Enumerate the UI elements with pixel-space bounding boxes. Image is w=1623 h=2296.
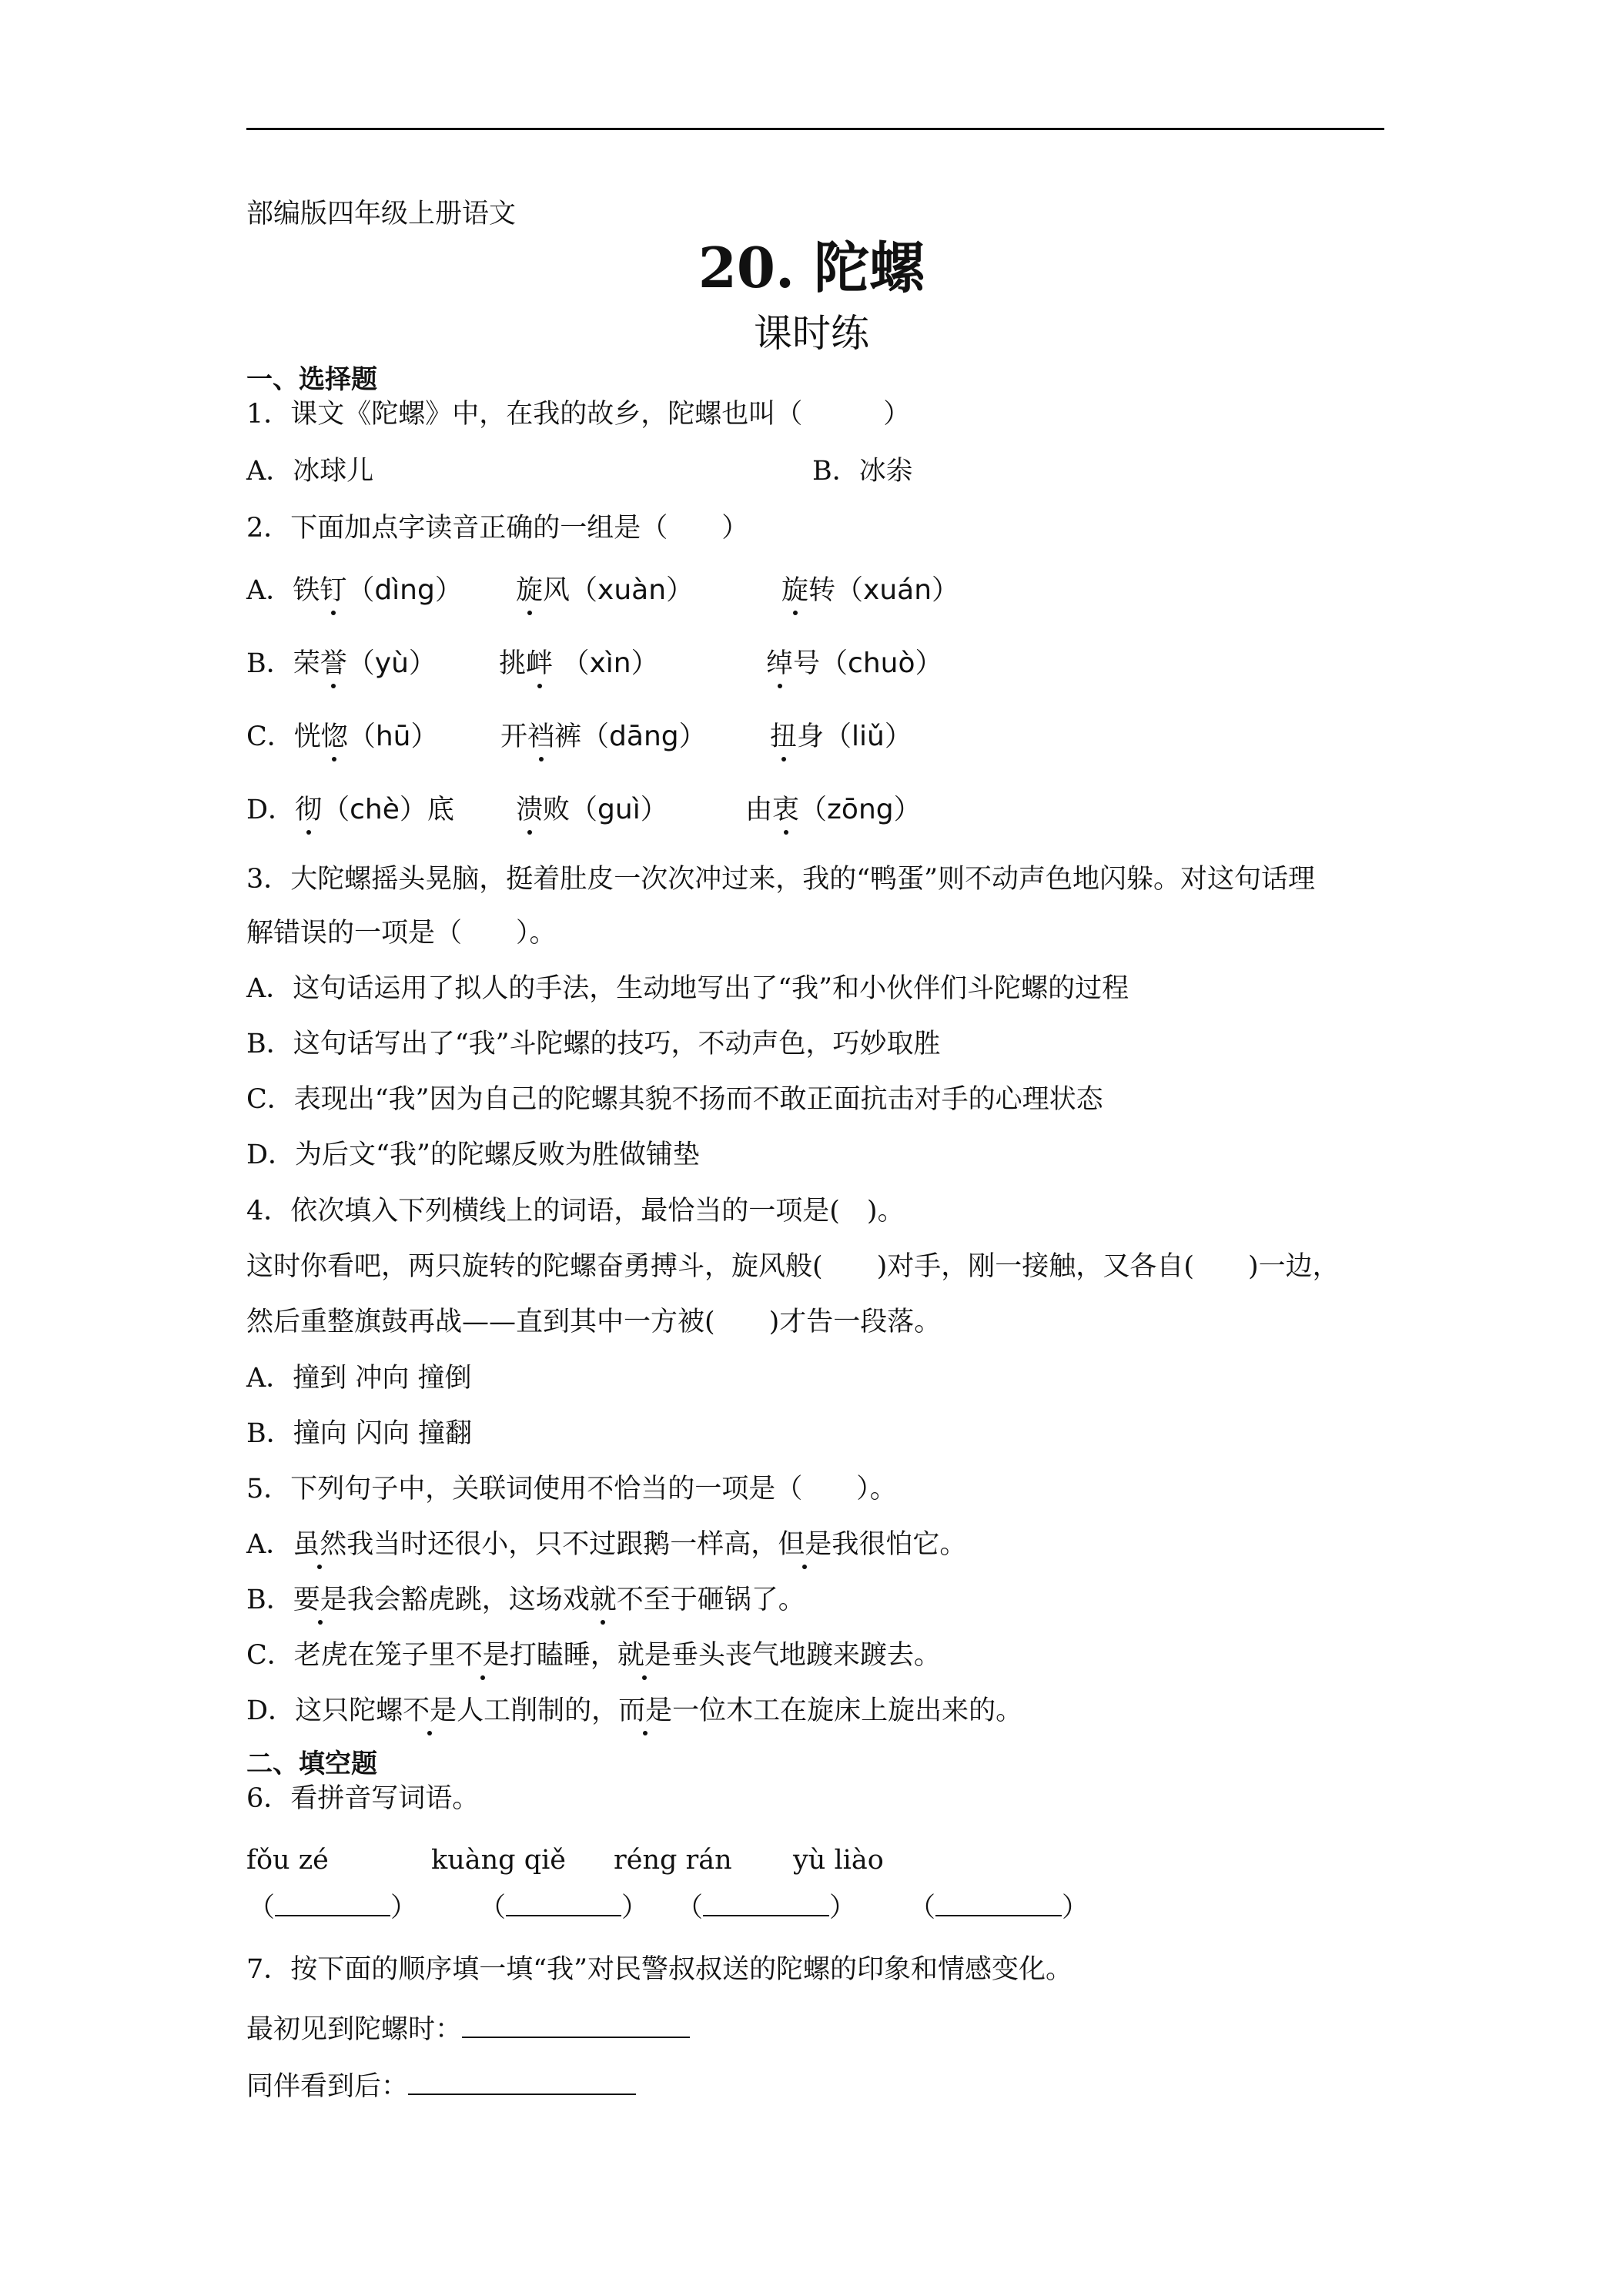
q2-option-a-word2: 旋风（xuàn） (516, 574, 694, 606)
option-label: B． (246, 1585, 293, 1615)
q2-option-d-word2: 溃败（guì） (516, 794, 668, 825)
q2-option-b-word3: 绰号（chuò） (766, 648, 943, 679)
q2-option-a-word3: 旋转（xuán） (781, 574, 960, 606)
q3-option-d: D．为后文“我”的陀螺反败为胜做铺垫 (246, 1140, 700, 1170)
q5-option-a: A．虽然我当时还很小，只不过跟鹅一样高，但是我很怕它。 (246, 1529, 967, 1560)
q7-line-first-seen: 最初见到陀螺时： (246, 2013, 690, 2047)
q6-answer-box-4[interactable]: （ ） (909, 1893, 1089, 1923)
option-label: A． (246, 1529, 293, 1560)
q5-stem: 5．下列句子中，关联词使用不恰当的一项是（ ）。 (246, 1474, 897, 1504)
q2-option-b: B．荣誉（yù） (246, 648, 437, 679)
pinyin: （dìng） (346, 574, 463, 606)
q2-stem: 2．下面加点字读音正确的一组是（ ） (246, 513, 749, 544)
answer-blank[interactable] (408, 2070, 636, 2095)
dotted-char: 裆 (527, 721, 555, 752)
pinyin: （xuàn） (570, 574, 694, 606)
q1-option-b: B．冰尜 (812, 456, 913, 487)
q4-stem: 4．依次填入下列横线上的词语，最恰当的一项是( )。 (246, 1196, 905, 1227)
page-subtitle: 课时练 (754, 311, 869, 356)
dotted-char: 衅 (526, 648, 554, 679)
section-heading-fill: 二、填空题 (246, 1749, 377, 1779)
answer-blank[interactable] (703, 1892, 829, 1916)
q6-stem: 6．看拼音写词语。 (246, 1783, 480, 1814)
answer-blank[interactable] (462, 2013, 690, 2038)
q3-option-a: A．这句话运用了拟人的手法，生动地写出了“我”和小伙伴们斗陀螺的过程 (246, 973, 1129, 1004)
q6-answer-box-2[interactable]: （ ） (479, 1893, 649, 1923)
section-heading-choice: 一、选择题 (246, 364, 377, 395)
option-label: C． (246, 721, 294, 752)
q6-pinyin-4: yù liào (793, 1845, 884, 1876)
dotted-char: 溃 (516, 795, 544, 825)
q1-stem: 1．课文《陀螺》中，在我的故乡，陀螺也叫（ ） (246, 399, 911, 430)
q2-option-c-word2: 开裆裤（dāng） (500, 721, 707, 752)
option-label: C． (246, 1640, 294, 1671)
dotted-word: 要是 (293, 1585, 347, 1615)
q2-option-c-word3: 扭身（liǔ） (770, 721, 912, 752)
q2-option-c: C．恍惚（hū） (246, 721, 439, 752)
dotted-char: 旋 (781, 575, 809, 606)
q3-stem-line1: 3．大陀螺摇头晃脑，挺着肚皮一次次冲过来，我的“鸭蛋”则不动声色地闪躲。对这句话理 (246, 864, 1316, 895)
pinyin: （zōng） (799, 794, 922, 825)
answer-blank[interactable] (275, 1892, 390, 1916)
pinyin: （yù） (346, 648, 437, 679)
q6-answer-box-1[interactable]: （ ） (248, 1893, 418, 1923)
option-label: D． (246, 795, 296, 825)
q5-option-b: B．要是我会豁虎跳，这场戏就不至于砸锅了。 (246, 1585, 805, 1615)
q7-line-after-peers: 同伴看到后： (246, 2070, 636, 2104)
pinyin: （xìn） (553, 648, 659, 679)
series-label: 部编版四年级上册语文 (246, 199, 517, 229)
q2-option-d-word3: 由衷（zōng） (745, 794, 922, 825)
q4-passage-line2: 然后重整旗鼓再战——直到其中一方被( )才告一段落。 (246, 1307, 942, 1337)
page-title: 20. 陀螺 (698, 235, 925, 300)
header-rule (246, 128, 1384, 130)
q2-option-d: D．彻（chè）底 (246, 794, 454, 825)
dotted-word: 不是 (455, 1640, 510, 1671)
q4-passage-line1: 这时你看吧，两只旋转的陀螺奋勇搏斗，旋风般( )对手，刚一接触，又各自( )一边， (246, 1251, 1340, 1282)
option-label: B． (246, 648, 293, 679)
q4-option-a: A．撞到 冲向 撞倒 (246, 1363, 472, 1394)
option-label: A． (246, 575, 293, 606)
dotted-char: 旋 (516, 575, 544, 606)
q1-option-a: A．冰球儿 (246, 456, 374, 487)
q6-pinyin-3: réng rán (614, 1845, 732, 1876)
answer-blank[interactable] (506, 1892, 621, 1916)
dotted-char: 惚 (320, 721, 348, 752)
dotted-char: 扭 (770, 721, 798, 752)
dotted-word: 就 (589, 1585, 617, 1615)
q2-option-a: A．铁钉（dìng） (246, 574, 463, 606)
dotted-char: 绰 (766, 648, 794, 679)
q3-option-c: C．表现出“我”因为自己的陀螺其貌不扬而不敢正面抗击对手的心理状态 (246, 1084, 1103, 1115)
q3-stem-line2: 解错误的一项是（ ）。 (246, 918, 557, 949)
pinyin: （chè） (322, 794, 427, 825)
pinyin: （liǔ） (824, 721, 912, 752)
q6-pinyin-1: fǒu zé (246, 1845, 329, 1876)
dotted-word: 就是 (617, 1640, 671, 1671)
q6-answer-box-3[interactable]: （ ） (676, 1893, 857, 1923)
dotted-char: 钉 (320, 575, 347, 606)
dotted-word: 不是 (403, 1695, 457, 1726)
dotted-char: 衷 (772, 795, 800, 825)
q2-option-b-word2: 挑衅 （xìn） (499, 648, 659, 679)
q5-option-c: C．老虎在笼子里不是打瞌睡，就是垂头丧气地踱来踱去。 (246, 1640, 941, 1671)
pinyin: （xuán） (835, 574, 960, 606)
dotted-word: 虽然 (293, 1529, 347, 1560)
q4-option-b: B．撞向 闪向 撞翻 (246, 1418, 472, 1449)
dotted-char: 誉 (320, 648, 347, 679)
pinyin: （chuò） (820, 648, 943, 679)
dotted-char: 彻 (295, 795, 323, 825)
q7-stem: 7．按下面的顺序填一填“我”对民警叔叔送的陀螺的印象和情感变化。 (246, 1954, 1073, 1985)
q3-option-b: B．这句话写出了“我”斗陀螺的技巧，不动声色，巧妙取胜 (246, 1029, 941, 1059)
q6-pinyin-2: kuàng qiě (431, 1845, 566, 1876)
option-label: D． (246, 1695, 296, 1726)
q5-option-d: D．这只陀螺不是人工削制的，而是一位木工在旋床上旋出来的。 (246, 1695, 1023, 1726)
pinyin: （hū） (347, 721, 439, 752)
pinyin: （guì） (570, 794, 668, 825)
dotted-word: 但是 (778, 1529, 832, 1560)
answer-blank[interactable] (935, 1892, 1062, 1916)
dotted-word: 而是 (618, 1695, 673, 1726)
pinyin: （dāng） (581, 721, 707, 752)
